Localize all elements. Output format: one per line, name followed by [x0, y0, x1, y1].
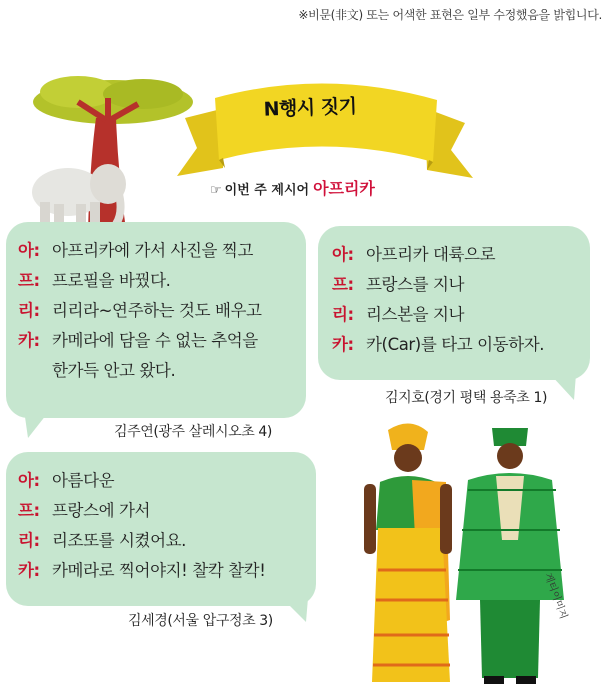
bubble-tail [22, 410, 52, 440]
poem-line: 카: 카메라에 담을 수 없는 추억을 [18, 331, 258, 350]
poem-line: 리: 리스본을 지나 [332, 305, 465, 324]
prompt-label: 이번 주 제시어 [224, 183, 310, 198]
poem-line: 아: 아프리카에 가서 사진을 찍고 [18, 241, 254, 260]
poem-line: 프: 프랑스를 지나 [332, 275, 465, 294]
bubble-tail [282, 598, 312, 628]
poem-line: 카: 카메라로 찍어야지! 찰칵 찰칵! [18, 561, 266, 580]
poem-line: 카: 카(Car)를 타고 이동하자. [332, 335, 545, 354]
editor-note: ※비문(非文) 또는 어색한 표현은 일부 수정했음을 밝힙니다. [298, 8, 602, 22]
poem-line: 아: 아름다운 [18, 471, 115, 490]
prompt-line [210, 176, 375, 199]
bubble-tail [550, 374, 580, 404]
baobab-elephant-illustration [18, 62, 198, 232]
poem-bubble-2 [318, 226, 590, 380]
image-credit: 게티이미지 [541, 571, 569, 621]
pointing-hand-icon: ☞ [210, 183, 222, 198]
poem-bubble-1 [6, 222, 306, 418]
author-1: 김주연(광주 살레시오초 4) [114, 424, 272, 440]
traditional-dress-illustration [350, 420, 570, 686]
poem-line: 프: 프랑스에 가서 [18, 501, 151, 520]
poem-bubble-3 [6, 452, 316, 606]
author-2: 김지호(경기 평택 용죽초 1) [385, 390, 548, 406]
poem-line: 아: 아프리카 대륙으로 [332, 245, 496, 264]
poem-line-continuation: 한가득 안고 왔다. [52, 361, 176, 380]
page-title: N행시 짓기 [263, 95, 357, 121]
poem-line: 리: 리조또를 시켰어요. [18, 531, 187, 550]
author-3: 김세경(서울 압구정초 3) [128, 613, 273, 629]
prompt-word: 아프리카 [313, 179, 375, 198]
poem-line: 리: 리리라~연주하는 것도 배우고 [18, 301, 262, 320]
poem-line: 프: 프로필을 바꿨다. [18, 271, 171, 290]
